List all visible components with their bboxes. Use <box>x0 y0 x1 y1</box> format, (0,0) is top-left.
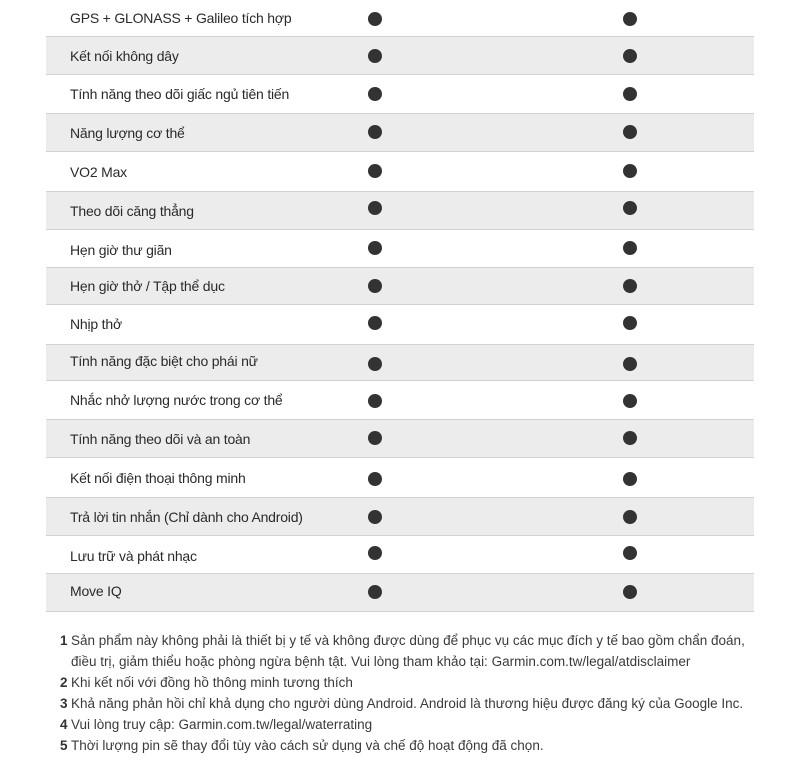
included-dot-icon-model-1 <box>368 546 382 560</box>
feature-row <box>46 114 754 152</box>
footnote <box>60 693 760 714</box>
feature-label: Năng lượng cơ thể <box>70 125 185 141</box>
feature-row <box>46 420 754 458</box>
footnote-text: Vui lòng truy cập: Garmin.com.tw/legal/waterrating <box>71 717 373 732</box>
footnote-number: 2 <box>60 675 68 690</box>
included-dot-icon-model-1 <box>368 394 382 408</box>
included-dot-icon-model-2 <box>623 87 637 101</box>
feature-comparison-table <box>46 0 754 612</box>
feature-row <box>46 75 754 114</box>
included-dot-icon-model-1 <box>368 164 382 178</box>
included-dot-icon-model-2 <box>623 49 637 63</box>
included-dot-icon-model-1 <box>368 241 382 255</box>
feature-row <box>46 381 754 420</box>
feature-label: Kết nối điện thoại thông minh <box>70 470 246 486</box>
feature-label: Move IQ <box>70 583 122 599</box>
footnote <box>60 630 760 672</box>
feature-label: Trả lời tin nhắn (Chỉ dành cho Android) <box>70 509 303 525</box>
included-dot-icon-model-1 <box>368 357 382 371</box>
included-dot-icon-model-2 <box>623 12 637 26</box>
included-dot-icon-model-2 <box>623 510 637 524</box>
footnote <box>60 714 760 735</box>
feature-label: VO2 Max <box>70 164 127 180</box>
feature-label: Hẹn giờ thư giãn <box>70 242 172 258</box>
included-dot-icon-model-2 <box>623 241 637 255</box>
feature-row <box>46 458 754 498</box>
feature-label: Lưu trữ và phát nhạc <box>70 548 197 564</box>
footnote-number: 3 <box>60 696 68 711</box>
included-dot-icon-model-1 <box>368 431 382 445</box>
included-dot-icon-model-2 <box>623 164 637 178</box>
included-dot-icon-model-1 <box>368 316 382 330</box>
feature-label: GPS + GLONASS + Galileo tích hợp <box>70 10 292 26</box>
feature-row <box>46 230 754 268</box>
footnote-number: 1 <box>60 633 68 648</box>
feature-row <box>46 192 754 230</box>
feature-row <box>46 574 754 612</box>
included-dot-icon-model-1 <box>368 510 382 524</box>
feature-label: Kết nối không dây <box>70 48 179 64</box>
footnote-text: Thời lượng pin sẽ thay đổi tùy vào cách sử dụng và chế độ hoạt động đã chọn. <box>71 738 544 753</box>
feature-row <box>46 0 754 37</box>
feature-label: Nhắc nhở lượng nước trong cơ thể <box>70 392 283 408</box>
feature-label: Tính năng theo dõi giấc ngủ tiên tiến <box>70 86 290 102</box>
included-dot-icon-model-1 <box>368 472 382 486</box>
footnote-text: Khả năng phản hồi chỉ khả dụng cho người dùng Android. Android là thương hiệu được đăng ký của Google Inc. <box>71 696 744 711</box>
feature-row <box>46 345 754 381</box>
included-dot-icon-model-2 <box>623 394 637 408</box>
feature-row <box>46 305 754 345</box>
included-dot-icon-model-2 <box>623 201 637 215</box>
feature-row <box>46 37 754 75</box>
feature-row <box>46 268 754 305</box>
included-dot-icon-model-2 <box>623 431 637 445</box>
feature-row <box>46 152 754 192</box>
footnote-text: Khi kết nối với đồng hồ thông minh tương thích <box>71 675 353 690</box>
feature-row <box>46 498 754 536</box>
included-dot-icon-model-2 <box>623 472 637 486</box>
footnote-number: 5 <box>60 738 68 753</box>
included-dot-icon-model-2 <box>623 357 637 371</box>
footnote <box>60 735 760 756</box>
included-dot-icon-model-2 <box>623 316 637 330</box>
footnotes <box>60 630 760 756</box>
included-dot-icon-model-1 <box>368 87 382 101</box>
included-dot-icon-model-1 <box>368 585 382 599</box>
included-dot-icon-model-1 <box>368 12 382 26</box>
included-dot-icon-model-1 <box>368 125 382 139</box>
feature-label: Tính năng đặc biệt cho phái nữ <box>70 353 258 369</box>
included-dot-icon-model-2 <box>623 546 637 560</box>
feature-label: Hẹn giờ thở / Tập thể dục <box>70 278 225 294</box>
footnote-number: 4 <box>60 717 68 732</box>
included-dot-icon-model-2 <box>623 279 637 293</box>
included-dot-icon-model-1 <box>368 49 382 63</box>
included-dot-icon-model-2 <box>623 585 637 599</box>
included-dot-icon-model-1 <box>368 279 382 293</box>
feature-label: Nhịp thở <box>70 316 122 332</box>
footnote <box>60 672 760 693</box>
included-dot-icon-model-1 <box>368 201 382 215</box>
feature-label: Tính năng theo dõi và an toàn <box>70 431 251 447</box>
feature-row <box>46 536 754 574</box>
included-dot-icon-model-2 <box>623 125 637 139</box>
footnote-text: Sản phẩm này không phải là thiết bị y tế và không được dùng để phục vụ các mục đích y tế bao gồm chẩn đoán, điều trị, giảm thiểu hoặc phòng ngừa bệnh tật. Vui lòng tham khảo tại: Garmin.com.tw/legal/atdisclaimer <box>71 633 745 669</box>
feature-label: Theo dõi căng thẳng <box>70 203 194 219</box>
